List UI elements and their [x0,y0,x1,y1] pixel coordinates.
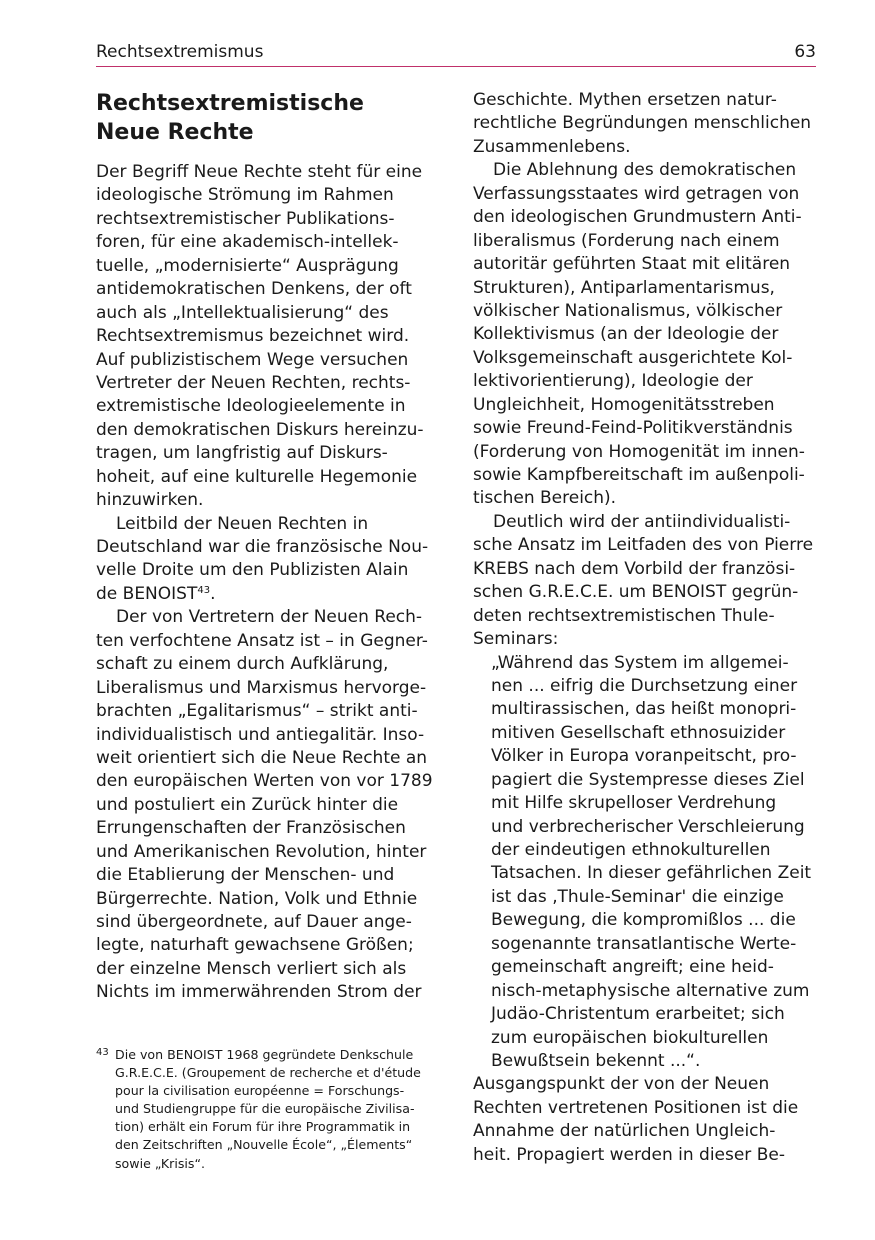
body-line-text: Der Begriff Neue Rechte steht für eine [96,162,423,182]
body-line-text: Errungenschaften der Französischen [96,818,406,839]
body-line-text: auch als „Intellektualisierung“ des [96,302,389,323]
page-number: 63 [794,42,816,62]
body-line-text: Bürgerrechte. Nation, Volk und Ethnie [96,888,418,909]
footnote-text: Die von BENOIST 1968 gegründete Denkschule [115,1047,414,1062]
quote-line: ist das ‚Thule-Seminar' die einzige [491,886,784,907]
footnote-text: tion) erhält ein Forum für ihre Programmatik in [115,1119,411,1135]
body-line: Deutlich wird der antiindividualisti- [493,511,791,532]
body-line [96,794,441,817]
body-line [96,724,441,747]
body-line [96,583,441,606]
body-line [96,278,441,301]
body-line-text: Der von Vertretern der Neuen Rech- [116,607,423,628]
body-line [96,161,441,184]
body-line-text: rechtsextremistischer Publikations- [96,208,395,229]
section-title-line: Rechtsextremistische [96,91,364,116]
quote-line: mit Hilfe skrupelloser Verdrehung [491,793,777,814]
body-line: den ideologischen Grundmustern Anti- [473,207,802,228]
body-line [96,958,441,981]
body-line [96,888,441,911]
body-line [96,208,441,231]
body-line-text: de BENOIST [96,583,198,604]
body-line [96,981,441,1004]
body-line [96,934,441,957]
body-line [96,841,441,864]
body-line: völkischer Nationalismus, völkischer [473,300,783,321]
body-line-text: und postuliert ein Zurück hinter die [96,794,399,815]
body-line: Geschichte. Mythen ersetzen natur- [473,90,777,110]
quote-line: multirassischen, das heißt monopri- [491,699,797,720]
body-line-text: schaft zu einem durch Aufklärung, [96,654,389,675]
body-line: Ausgangspunkt der von der Neuen [473,1074,770,1095]
body-line-text: die Etablierung der Menschen- und [96,865,395,886]
body-line: Volksgemeinschaft ausgerichtete Kol- [473,347,793,368]
body-line-text: den demokratischen Diskurs hereinzu- [96,419,424,440]
quote-line: Tatsachen. In dieser gefährlichen Zeit [491,863,812,884]
body-line: Verfassungsstaates wird getragen von [473,183,800,204]
footnote-line [96,1155,441,1173]
quote-line: Bewußtsein bekennt ...“. [491,1050,701,1071]
quote-line: der eindeutigen ethnokulturellen [491,840,771,860]
body-line [96,184,441,207]
body-line: (Forderung von Homogenität im innen- [473,441,805,462]
footnote-line [96,1118,441,1136]
footnote-line [96,1046,441,1064]
body-line-text: und Amerikanischen Revolution, hinter [96,841,427,862]
body-line-text: hinzuwirken. [96,490,204,511]
footnote-text: pour la civilisation européenne = Forschungs- [115,1083,405,1099]
footnote-line [96,1136,441,1154]
body-line-text: extremistische Ideologieelemente in [96,396,406,417]
body-line-text: antidemokratischen Denkens, der oft [96,279,412,300]
body-line [96,442,441,465]
footnote-text: den Zeitschriften „Nouvelle École“, „Élements“ [115,1137,413,1153]
quote-line: mitiven Gesellschaft ethnosuizider [491,722,786,743]
footnote-text: G.R.E.C.E. (Groupement de recherche et d'étude [115,1065,421,1081]
body-line [96,349,441,372]
body-line: heit. Propagiert werden in dieser Be- [473,1144,785,1165]
body-line [96,747,441,770]
body-line [96,677,441,700]
footnote-ref: 43 [197,584,211,596]
body-line [96,817,441,840]
body-line [96,653,441,676]
body-line: tischen Bereich). [473,488,617,509]
footnote-line [96,1100,441,1118]
body-line-punct: . [210,583,216,604]
body-line-text: Deutschland war die französische Nou- [96,537,429,557]
quote-line: gemeinschaft angreift; eine heid- [491,957,774,978]
body-line [96,466,441,489]
body-line-text: velle Droite um den Publizisten Alain [96,560,409,581]
body-line-text: Vertreter der Neuen Rechten, rechts- [96,372,411,393]
quote-line: Judäo-Christentum erarbeitet; sich [491,1004,785,1025]
body-line: Die Ablehnung des demokratischen [493,160,797,181]
body-line: autoritär geführten Staat mit elitären [473,254,791,275]
body-line [96,419,441,442]
body-line [96,489,441,512]
body-line-text: der einzelne Mensch verliert sich als [96,958,407,979]
body-line-text: weit orientiert sich die Neue Rechte an [96,747,428,768]
body-line: schen G.R.E.C.E. um BENOIST gegrün- [473,582,799,603]
body-line [96,864,441,887]
body-line [96,513,441,536]
body-line-text: ideologische Strömung im Rahmen [96,185,394,206]
body-line: Strukturen), Antiparlamentarismus, [473,277,775,298]
body-line-text: brachten „Egalitarismus“ – strikt anti- [96,701,418,722]
footnote [96,1046,441,1173]
quote-line: „Während das System im allgemei- [491,652,789,673]
body-line: Annahme der natürlichen Ungleich- [473,1121,776,1142]
right-column [473,89,818,1167]
body-line [96,700,441,723]
body-line-text: foren, für eine akademisch-intellek- [96,232,399,253]
footnote-text: und Studiengruppe für die europäische Zivilisa- [115,1101,415,1117]
body-line [96,911,441,934]
body-line-text: den europäischen Werten von vor 1789 [96,771,433,792]
body-line [96,606,441,629]
body-line [96,536,441,559]
body-line-text: tragen, um langfristig auf Diskurs- [96,443,388,464]
footnote-number: 43 [96,1047,109,1058]
quote-line: sogenannte transatlantische Werte- [491,933,797,954]
quote-line: pagiert die Systempresse dieses Ziel [491,769,805,790]
quote-line: Völker in Europa voranpeitscht, pro- [491,746,797,767]
body-line: Ungleichheit, Homogenitätsstreben [473,394,775,415]
body-line: Zusammenlebens. [473,136,631,157]
body-line: deten rechtsextremistischen Thule- [473,605,775,626]
body-line [96,302,441,325]
body-line [96,325,441,348]
footnote-line [96,1064,441,1082]
body-line: Seminars: [473,629,559,650]
quote-line: und verbrecherischer Verschleierung [491,816,805,837]
body-line: Kollektivismus (an der Ideologie der [473,324,779,345]
body-line [96,630,441,653]
left-column [96,89,441,1005]
body-line-text: hoheit, auf eine kulturelle Hegemonie [96,466,418,487]
body-line: sowie Freund-Feind-Politikverständnis [473,418,793,439]
page-header [96,42,816,67]
body-line-text: legte, naturhaft gewachsene Größen; [96,935,414,956]
running-title: Rechtsextremismus [96,42,264,62]
body-line [96,395,441,418]
body-line: lektivorientierung), Ideologie der [473,371,753,392]
quote-line: nen ... eifrig die Durchsetzung einer [491,675,798,696]
quote-line: Bewegung, die kompromißlos ... die [491,910,796,931]
quote-line: nisch-metaphysische alternative zum [491,980,810,1001]
body-line [96,255,441,278]
body-line-text: Leitbild der Neuen Rechten in [116,513,369,534]
body-line-text: sind übergeordnete, auf Dauer ange- [96,912,412,932]
body-line: sowie Kampfbereitschaft im außenpoli- [473,465,805,485]
body-line: Rechten vertretenen Positionen ist die [473,1097,799,1118]
body-line-text: Nichts im immerwährenden Strom der [96,982,422,1003]
body-line: rechtliche Begründungen menschlichen [473,113,812,134]
quote-line: zum europäischen biokulturellen [491,1027,769,1048]
footnote-text: sowie „Krisis“. [115,1155,205,1171]
body-line [96,770,441,793]
body-line [96,372,441,395]
body-line-text: Liberalismus und Marxismus hervorge- [96,677,427,698]
body-line: sche Ansatz im Leitfaden des von Pierre [473,535,814,556]
body-line-text: tuelle, „modernisierte“ Ausprägung [96,255,399,276]
body-line [96,559,441,582]
section-title-line: Neue Rechte [96,120,254,145]
body-line-text: Rechtsextremismus bezeichnet wird. [96,326,410,347]
body-line: KREBS nach dem Vorbild der französi- [473,558,796,579]
body-line [96,231,441,254]
body-line-text: ten verfochtene Ansatz ist – in Gegner- [96,630,428,651]
body-line-text: individualistisch und antiegalitär. Inso- [96,724,425,745]
footnote-line [96,1082,441,1100]
body-line-text: Auf publizistischem Wege versuchen [96,349,409,370]
body-line: liberalismus (Forderung nach einem [473,230,780,251]
